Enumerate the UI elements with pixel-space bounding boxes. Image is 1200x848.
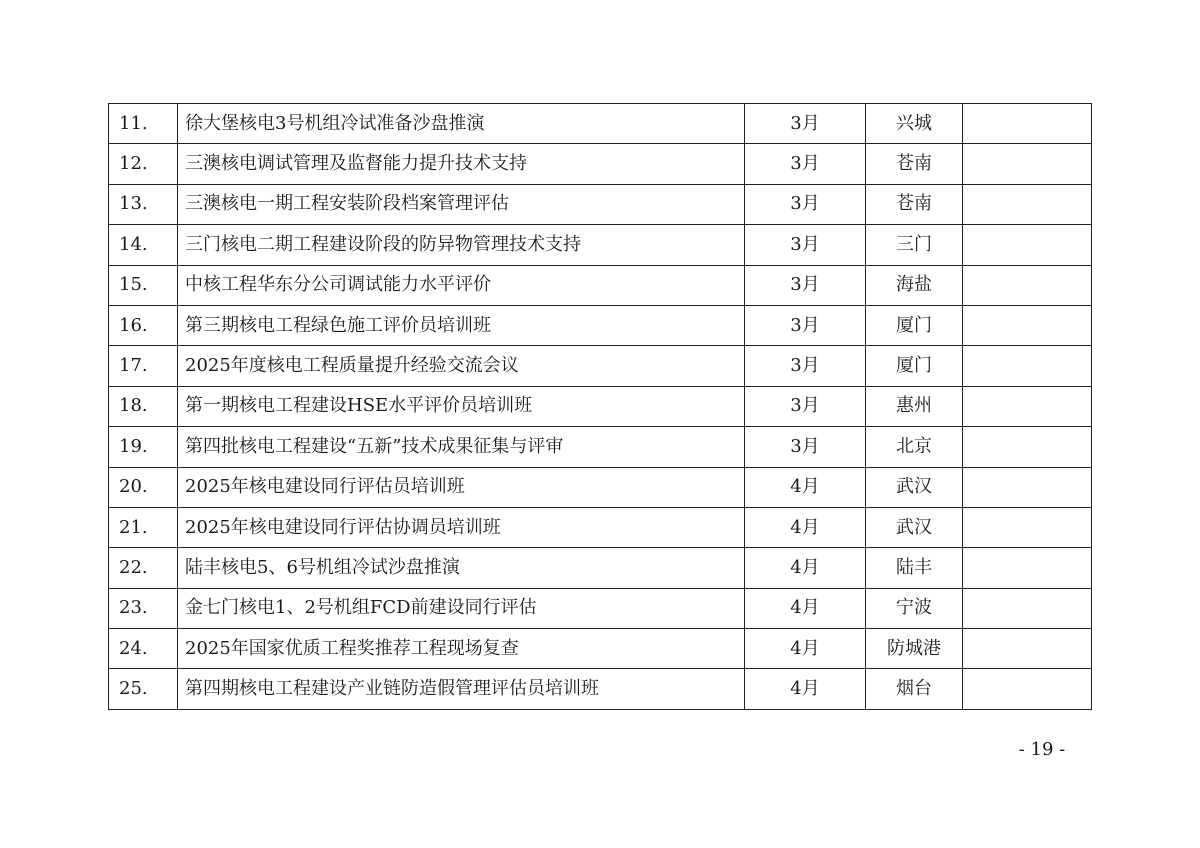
activity-note (963, 548, 1092, 588)
activity-location: 兴城 (866, 104, 963, 144)
activity-name: 2025年国家优质工程奖推荐工程现场复查 (178, 629, 745, 669)
activity-month: 3月 (745, 305, 866, 345)
table-row (109, 386, 1092, 426)
table-row (109, 629, 1092, 669)
activity-note (963, 669, 1092, 709)
activity-location: 烟台 (866, 669, 963, 709)
activity-name: 徐大堡核电3号机组冷试准备沙盘推演 (178, 104, 745, 144)
table-row (109, 467, 1092, 507)
activity-month: 4月 (745, 548, 866, 588)
table-row (109, 144, 1092, 184)
row-number: 11. (109, 104, 178, 144)
row-number: 17. (109, 346, 178, 386)
activity-month: 3月 (745, 265, 866, 305)
activity-location: 海盐 (866, 265, 963, 305)
activity-name: 第三期核电工程绿色施工评价员培训班 (178, 305, 745, 345)
row-number: 12. (109, 144, 178, 184)
row-number: 24. (109, 629, 178, 669)
activity-location: 苍南 (866, 144, 963, 184)
activity-month: 4月 (745, 507, 866, 547)
row-number: 16. (109, 305, 178, 345)
activity-note (963, 305, 1092, 345)
activity-name: 三澳核电调试管理及监督能力提升技术支持 (178, 144, 745, 184)
table-row (109, 588, 1092, 628)
activity-month: 3月 (745, 144, 866, 184)
activity-name: 三澳核电一期工程安装阶段档案管理评估 (178, 184, 745, 224)
page-number: - 19 - (1018, 739, 1066, 760)
activity-name: 第一期核电工程建设HSE水平评价员培训班 (178, 386, 745, 426)
activity-location: 宁波 (866, 588, 963, 628)
table-row (109, 104, 1092, 144)
activity-location: 厦门 (866, 346, 963, 386)
activity-location: 厦门 (866, 305, 963, 345)
activity-name: 2025年核电建设同行评估员培训班 (178, 467, 745, 507)
activity-location: 武汉 (866, 507, 963, 547)
activity-note (963, 588, 1092, 628)
activity-month: 4月 (745, 629, 866, 669)
activity-note (963, 104, 1092, 144)
activity-month: 3月 (745, 427, 866, 467)
activity-note (963, 427, 1092, 467)
table-row (109, 669, 1092, 709)
activity-name: 第四期核电工程建设产业链防造假管理评估员培训班 (178, 669, 745, 709)
activity-location: 武汉 (866, 467, 963, 507)
activity-location: 三门 (866, 225, 963, 265)
row-number: 21. (109, 507, 178, 547)
table-row (109, 346, 1092, 386)
activity-month: 3月 (745, 184, 866, 224)
activity-location: 惠州 (866, 386, 963, 426)
row-number: 25. (109, 669, 178, 709)
activity-note (963, 507, 1092, 547)
activity-month: 3月 (745, 346, 866, 386)
activity-location: 北京 (866, 427, 963, 467)
activity-location: 防城港 (866, 629, 963, 669)
table-row (109, 265, 1092, 305)
activity-note (963, 225, 1092, 265)
activity-name: 2025年度核电工程质量提升经验交流会议 (178, 346, 745, 386)
activity-name: 金七门核电1、2号机组FCD前建设同行评估 (178, 588, 745, 628)
activity-month: 3月 (745, 104, 866, 144)
activity-note (963, 184, 1092, 224)
activity-note (963, 467, 1092, 507)
row-number: 15. (109, 265, 178, 305)
activity-month: 4月 (745, 588, 866, 628)
table-row (109, 184, 1092, 224)
table-row (109, 305, 1092, 345)
activity-name: 2025年核电建设同行评估协调员培训班 (178, 507, 745, 547)
row-number: 22. (109, 548, 178, 588)
activity-month: 4月 (745, 467, 866, 507)
activity-name: 中核工程华东分公司调试能力水平评价 (178, 265, 745, 305)
activity-name: 陆丰核电5、6号机组冷试沙盘推演 (178, 548, 745, 588)
activity-month: 4月 (745, 669, 866, 709)
table-row (109, 225, 1092, 265)
table-row (109, 507, 1092, 547)
row-number: 23. (109, 588, 178, 628)
schedule-table (108, 103, 1092, 710)
row-number: 13. (109, 184, 178, 224)
activity-name: 三门核电二期工程建设阶段的防异物管理技术支持 (178, 225, 745, 265)
row-number: 18. (109, 386, 178, 426)
activity-note (963, 265, 1092, 305)
row-number: 14. (109, 225, 178, 265)
table-body (109, 104, 1092, 710)
row-number: 19. (109, 427, 178, 467)
activity-note (963, 346, 1092, 386)
table-row (109, 427, 1092, 467)
activity-location: 陆丰 (866, 548, 963, 588)
activity-note (963, 144, 1092, 184)
table-row (109, 548, 1092, 588)
row-number: 20. (109, 467, 178, 507)
activity-note (963, 386, 1092, 426)
activity-note (963, 629, 1092, 669)
activity-month: 3月 (745, 386, 866, 426)
activity-month: 3月 (745, 225, 866, 265)
activity-location: 苍南 (866, 184, 963, 224)
activity-name: 第四批核电工程建设“五新”技术成果征集与评审 (178, 427, 745, 467)
